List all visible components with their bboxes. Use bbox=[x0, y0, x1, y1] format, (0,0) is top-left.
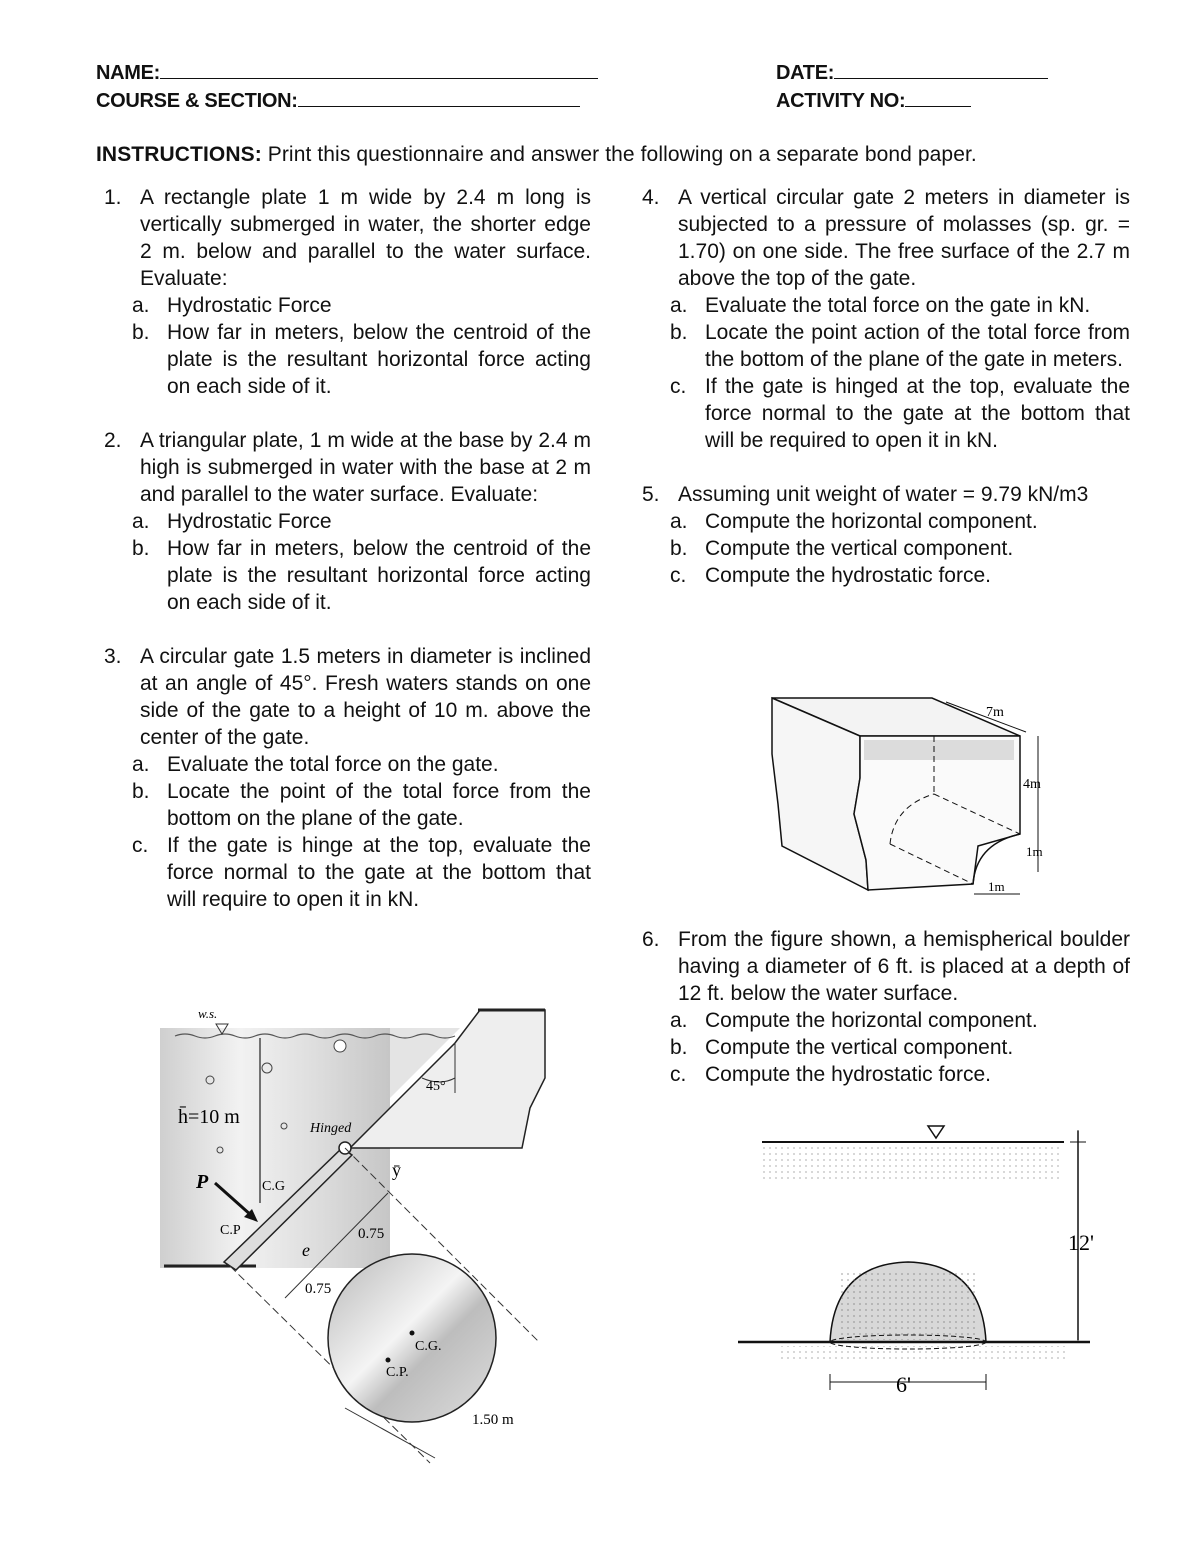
bubble bbox=[334, 1040, 346, 1052]
question-number: 2. bbox=[104, 429, 122, 452]
dim-1m-horz-label: 1m bbox=[988, 879, 1005, 894]
e-label: e bbox=[302, 1240, 310, 1260]
question-text: A triangular plate, 1 m wide at the base by 2.4 m high is submerged in water with the base at 2 m and parallel to the water surface. Evaluate: bbox=[140, 429, 591, 506]
question-number: 5. bbox=[642, 483, 660, 506]
left-column bbox=[96, 184, 591, 913]
item-text: Evaluate the total force on the gate. bbox=[167, 753, 499, 776]
h-label: h̄=10 m bbox=[178, 1106, 240, 1128]
item-letter: a. bbox=[670, 510, 688, 533]
water-surface-marker bbox=[928, 1126, 944, 1138]
question-item bbox=[96, 751, 591, 778]
boulder-figure bbox=[738, 1122, 1098, 1402]
item-letter: b. bbox=[670, 1036, 688, 1059]
question-number: 4. bbox=[642, 186, 660, 209]
item-text: Hydrostatic Force bbox=[167, 294, 332, 317]
gate-circle bbox=[328, 1254, 496, 1422]
cp-point bbox=[386, 1358, 391, 1363]
question-item bbox=[634, 508, 1130, 535]
instructions bbox=[96, 143, 977, 167]
item-letter: b. bbox=[132, 321, 150, 344]
water-texture bbox=[864, 740, 1014, 760]
name-line bbox=[160, 60, 598, 79]
item-letter: a. bbox=[132, 753, 150, 776]
question-number: 6. bbox=[642, 928, 660, 951]
course-line bbox=[298, 88, 580, 107]
ybar-label: ȳ bbox=[392, 1160, 401, 1180]
date-line bbox=[834, 60, 1048, 79]
depth-label: 12' bbox=[1068, 1230, 1094, 1255]
boulder-texture bbox=[838, 1272, 978, 1340]
item-text: Compute the vertical component. bbox=[705, 1036, 1014, 1059]
item-letter: c. bbox=[670, 564, 687, 587]
instructions-text: Print this questionnaire and answer the following on a separate bond paper. bbox=[261, 143, 977, 166]
cp-label: C.P bbox=[220, 1223, 241, 1238]
item-text: Compute the horizontal component. bbox=[705, 510, 1038, 533]
name-field bbox=[96, 60, 598, 85]
item-text: Locate the point of the total force from the bottom on the plane of the gate. bbox=[167, 780, 591, 830]
item-letter: a. bbox=[132, 294, 150, 317]
question-item bbox=[96, 832, 591, 913]
activity-label: ACTIVITY NO: bbox=[776, 90, 906, 112]
question-text: From the figure shown, a hemispherical boulder having a diameter of 6 ft. is placed at a depth of 12 ft. below the water surface. bbox=[678, 928, 1130, 1005]
item-text: Compute the hydrostatic force. bbox=[705, 1063, 991, 1086]
item-letter: b. bbox=[132, 780, 150, 803]
item-text: Compute the hydrostatic force. bbox=[705, 564, 991, 587]
item-letter: c. bbox=[670, 1063, 687, 1086]
cg2-label: C.G. bbox=[415, 1339, 442, 1354]
question-text: A circular gate 1.5 meters in diameter is inclined at an angle of 45°. Fresh waters stands on one side of the gate to a height of 10 m. above the center of the gate. bbox=[140, 645, 591, 749]
question-item bbox=[634, 1007, 1130, 1034]
item-letter: b. bbox=[670, 537, 688, 560]
question-item bbox=[96, 319, 591, 400]
instructions-colon: : bbox=[254, 143, 262, 166]
item-text: Compute the horizontal component. bbox=[705, 1009, 1038, 1032]
dim-075-a-label: 0.75 bbox=[358, 1226, 385, 1242]
item-text: How far in meters, below the centroid of the plate is the resultant horizontal force acting on each side of it. bbox=[167, 537, 591, 614]
question-text: A vertical circular gate 2 meters in diameter is subjected to a pressure of molasses (sp. gr. = 1.70) on one side. The free surface of the 2.7 m above the top of the gate. bbox=[678, 186, 1130, 290]
dia-label: 6' bbox=[896, 1372, 911, 1397]
item-text: If the gate is hinged at the top, evaluate the force normal to the gate at the bottom that will be required to open it in kN. bbox=[705, 375, 1130, 452]
question-item bbox=[634, 292, 1130, 319]
question-number: 1. bbox=[104, 186, 122, 209]
item-letter: b. bbox=[670, 321, 688, 344]
dia-label: 1.50 m bbox=[472, 1412, 514, 1428]
question-text: A rectangle plate 1 m wide by 2.4 m long is vertically submerged in water, the shorter edge 2 m. below and parallel to the water surface. Evaluate: bbox=[140, 186, 591, 290]
item-letter: a. bbox=[132, 510, 150, 533]
question-2 bbox=[96, 427, 591, 508]
dim-7m-label: 7m bbox=[986, 705, 1004, 720]
ground-texture bbox=[778, 1346, 1068, 1362]
tank-figure bbox=[768, 694, 1058, 904]
question-item bbox=[634, 535, 1130, 562]
question-4 bbox=[634, 184, 1130, 292]
question-3 bbox=[96, 643, 591, 751]
question-1 bbox=[96, 184, 591, 292]
question-6 bbox=[634, 926, 1130, 1007]
p-label: P bbox=[196, 1171, 209, 1193]
activity-line bbox=[905, 88, 971, 107]
date-label: DATE: bbox=[776, 62, 835, 84]
item-text: Compute the vertical component. bbox=[705, 537, 1014, 560]
cg-label: C.G bbox=[262, 1179, 285, 1194]
right-column-lower bbox=[634, 926, 1130, 1088]
item-text: Hydrostatic Force bbox=[167, 510, 332, 533]
name-label: NAME: bbox=[96, 62, 161, 84]
item-text: If the gate is hinge at the top, evaluate the force normal to the gate at the bottom that will require to open it in kN. bbox=[167, 834, 591, 911]
item-text: Locate the point action of the total force from the bottom of the plane of the gate in meters. bbox=[705, 321, 1130, 371]
question-item bbox=[634, 1034, 1130, 1061]
course-field bbox=[96, 88, 580, 113]
item-letter: a. bbox=[670, 294, 688, 317]
angle-label: 45° bbox=[426, 1079, 446, 1094]
dim-1m-vert-label: 1m bbox=[1026, 844, 1043, 859]
item-letter: a. bbox=[670, 1009, 688, 1032]
dim-075-b-label: 0.75 bbox=[305, 1281, 332, 1297]
question-number: 3. bbox=[104, 645, 122, 668]
instructions-label: INSTRUCTIONS bbox=[96, 143, 255, 166]
right-column bbox=[634, 184, 1130, 589]
hinged-label: Hinged bbox=[310, 1121, 352, 1136]
dim-4m-label: 4m bbox=[1023, 777, 1041, 792]
question-item bbox=[634, 1061, 1130, 1088]
gate-figure bbox=[160, 998, 550, 1470]
item-letter: b. bbox=[132, 537, 150, 560]
activity-field bbox=[776, 88, 971, 113]
item-letter: c. bbox=[670, 375, 687, 398]
item-text: How far in meters, below the centroid of the plate is the resultant horizontal force acting on each side of it. bbox=[167, 321, 591, 398]
question-item bbox=[634, 373, 1130, 454]
question-item bbox=[96, 535, 591, 616]
item-letter: c. bbox=[132, 834, 149, 857]
question-item bbox=[634, 562, 1130, 589]
question-5 bbox=[634, 481, 1130, 508]
question-item bbox=[96, 508, 591, 535]
question-text: Assuming unit weight of water = 9.79 kN/m3 bbox=[678, 483, 1089, 506]
question-item bbox=[96, 778, 591, 832]
course-label: COURSE & SECTION: bbox=[96, 90, 298, 112]
ws-label: w.s. bbox=[198, 1006, 218, 1021]
date-field bbox=[776, 60, 1048, 85]
cp2-label: C.P. bbox=[386, 1365, 409, 1380]
question-item bbox=[634, 319, 1130, 373]
question-item bbox=[96, 292, 591, 319]
item-text: Evaluate the total force on the gate in kN. bbox=[705, 294, 1091, 317]
water-texture bbox=[762, 1146, 1062, 1182]
cg-point bbox=[410, 1331, 415, 1336]
